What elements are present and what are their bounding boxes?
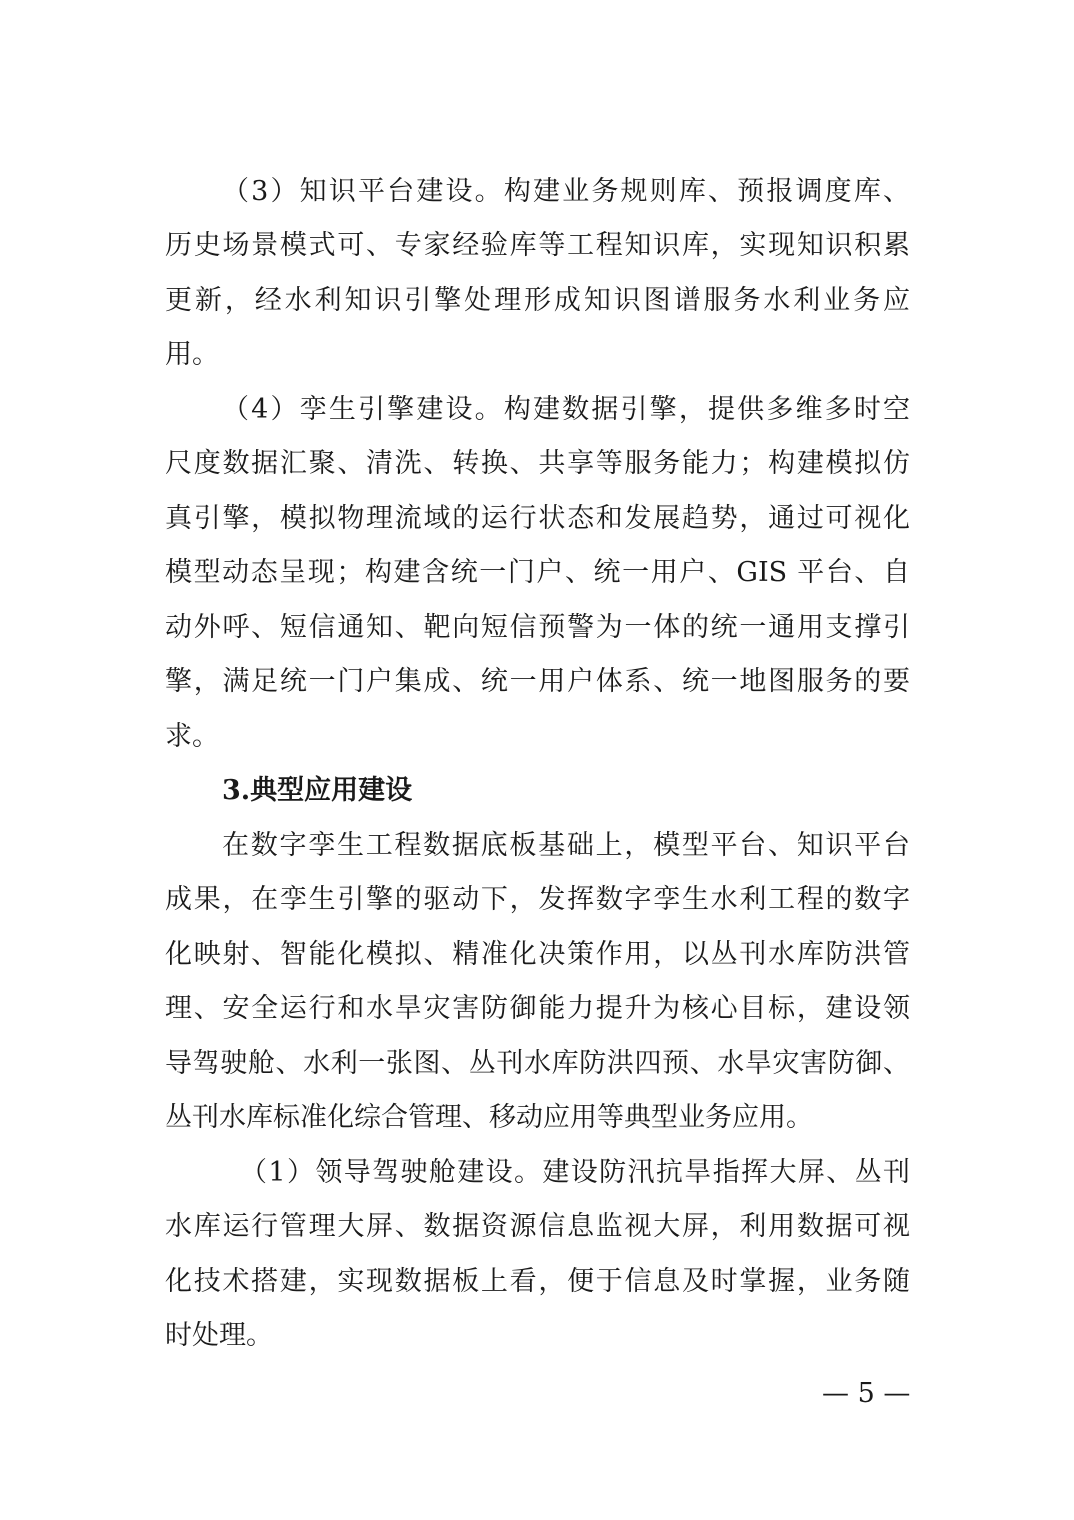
paragraph-3-line-3: 更新，经水利知识引擎处理形成知识图谱服务水利业务应	[165, 285, 910, 316]
paragraph-4-line-2: 尺度数据汇聚、清洗、转换、共享等服务能力；构建模拟仿	[165, 448, 910, 479]
section-heading: 3.典型应用建设	[222, 775, 413, 806]
subsection-1-line-3: 化技术搭建，实现数据板上看，便于信息及时掌握，业务随	[165, 1266, 910, 1297]
section-paragraph-line-1: 在数字孪生工程数据底板基础上，模型平台、知识平台	[222, 830, 910, 861]
paragraph-4-line-7: 求。	[165, 721, 219, 752]
paragraph-3-line-2: 历史场景模式可、专家经验库等工程知识库，实现知识积累	[165, 230, 910, 261]
subsection-1-line-2: 水库运行管理大屏、数据资源信息监视大屏，利用数据可视	[165, 1211, 910, 1242]
section-paragraph-line-4: 理、安全运行和水旱灾害防御能力提升为核心目标，建设领	[165, 993, 910, 1024]
subsection-1-line-1: （1）领导驾驶舱建设。建设防汛抗旱指挥大屏、丛刊	[240, 1157, 910, 1188]
paragraph-4-line-3: 真引擎，模拟物理流域的运行状态和发展趋势，通过可视化	[165, 503, 910, 534]
paragraph-4-line-1: （4）孪生引擎建设。构建数据引擎，提供多维多时空	[222, 394, 910, 425]
page-number: — 5 —	[822, 1378, 911, 1409]
paragraph-3-line-1: （3）知识平台建设。构建业务规则库、预报调度库、	[222, 176, 910, 207]
section-paragraph-line-6: 丛刊水库标准化综合管理、移动应用等典型业务应用。	[165, 1102, 813, 1133]
section-paragraph-line-5: 导驾驶舱、水利一张图、丛刊水库防洪四预、水旱灾害防御、	[165, 1048, 910, 1079]
paragraph-3-line-4: 用。	[165, 339, 219, 370]
paragraph-4-line-4: 模型动态呈现；构建含统一门户、统一用户、GIS 平台、自	[165, 557, 910, 588]
paragraph-4-line-6: 擎，满足统一门户集成、统一用户体系、统一地图服务的要	[165, 666, 910, 697]
section-paragraph-line-3: 化映射、智能化模拟、精准化决策作用，以丛刊水库防洪管	[165, 939, 910, 970]
subsection-1-line-4: 时处理。	[165, 1320, 273, 1351]
section-paragraph-line-2: 成果，在孪生引擎的驱动下，发挥数字孪生水利工程的数字	[165, 884, 910, 915]
paragraph-4-line-5: 动外呼、短信通知、靶向短信预警为一体的统一通用支撑引	[165, 612, 910, 643]
